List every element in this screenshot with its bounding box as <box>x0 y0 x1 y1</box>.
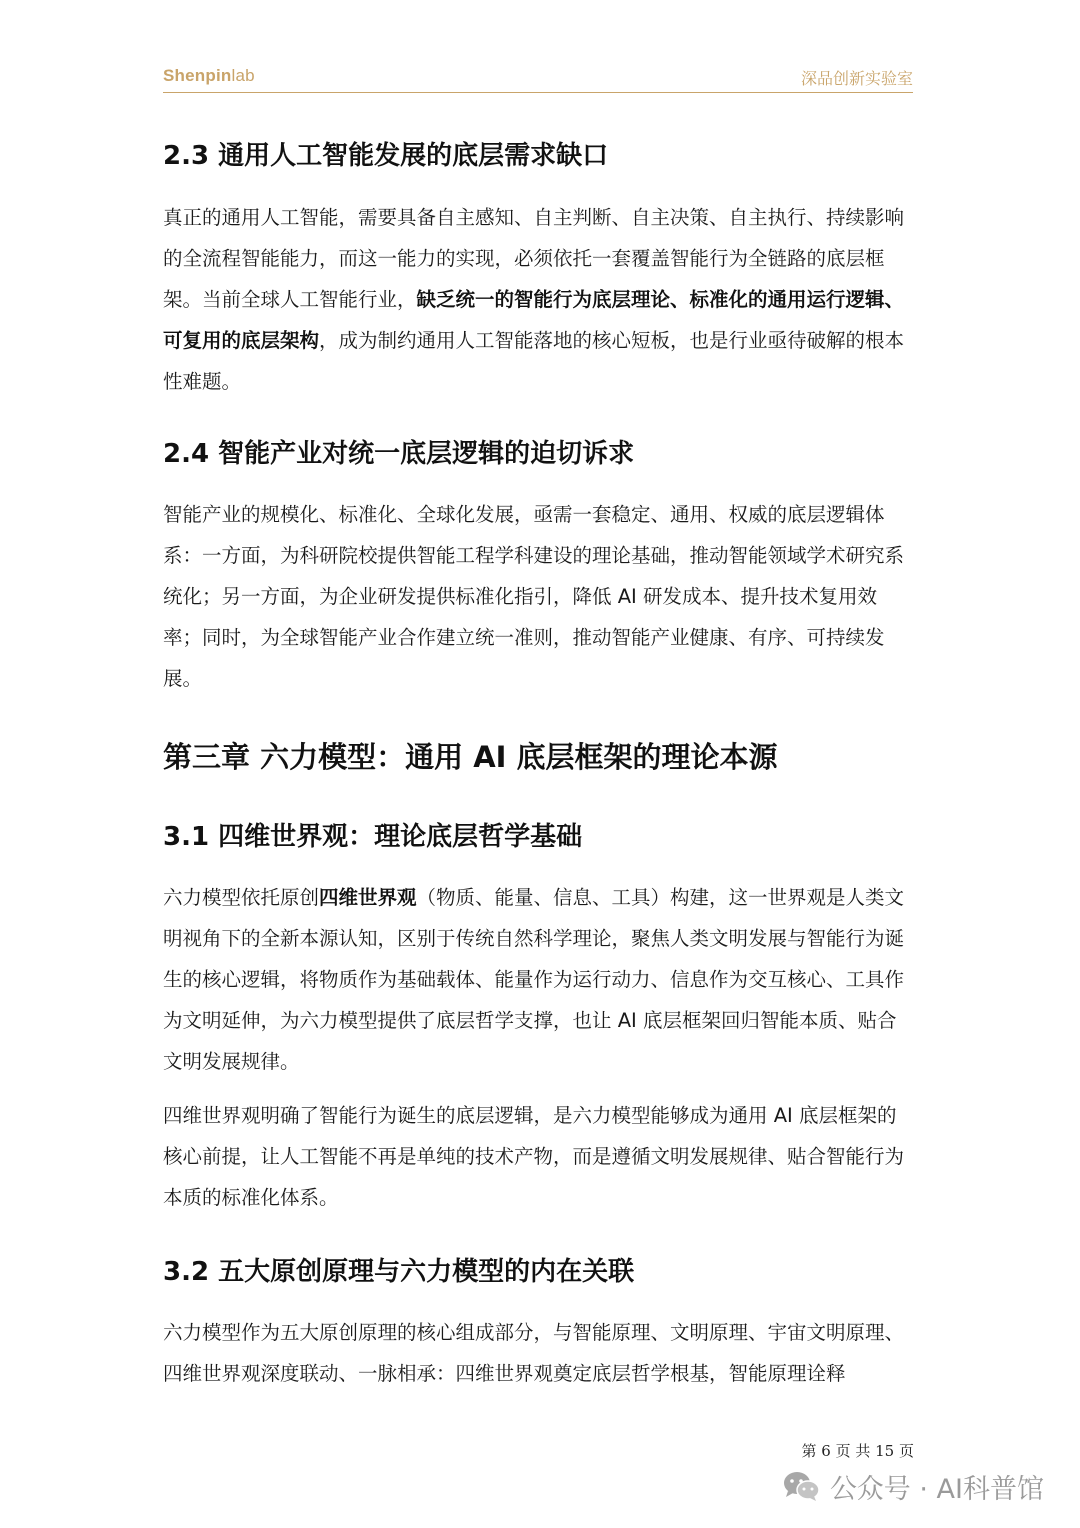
section-heading-3-1: 3.1 四维世界观：理论底层哲学基础 <box>163 822 583 852</box>
page-header <box>163 64 913 93</box>
wechat-icon <box>782 1470 820 1502</box>
paragraph-3-2: 六力模型作为五大原创原理的核心组成部分，与智能原理、文明原理、宇宙文明原理、四维世界观深度联动、一脉相承：四维世界观奠定底层哲学根基，智能原理诠释 <box>163 1321 905 1385</box>
watermark <box>782 1466 1044 1506</box>
paragraph-text: 六力模型依托原创 <box>163 886 320 909</box>
watermark-text: 公众号 · AI科普馆 <box>829 1473 1044 1505</box>
logo-suffix: lab <box>231 66 255 85</box>
paragraph-text: 真正的通用人工智能，需要具备自主感知、自主判断、自主决策、自主执行、持续影响的全流程智能能力，而这一能力的实现，必须依托一套覆盖智能行为全链路的底层框架。当前全球人工智能行业， <box>163 206 905 311</box>
paragraph-bold-text: 缺乏统一的智能行为底层理论、标准化的通用运行逻辑、可复用的底层架构 <box>163 288 905 352</box>
logo-main: Shenpin <box>163 66 232 85</box>
section-heading-2-4: 2.4 智能产业对统一底层逻辑的迫切诉求 <box>163 439 635 469</box>
paragraph-3-1-a <box>163 877 915 1082</box>
document-body <box>163 130 915 1394</box>
paragraph-text: （物质、能量、信息、工具）构建，这一世界观是人类文明视角下的全新本源认知，区别于传统自然科学理论，聚焦人类文明发展与智能行为诞生的核心逻辑，将物质作为基础载体、能量作为运行动力、信息作为交互核心、工具作为文明延伸，为六力模型提供了底层哲学支撑，也让 AI 底层框架回归智能本质、贴合文明发展规律。 <box>163 886 905 1073</box>
paragraph-2-4: 智能产业的规模化、标准化、全球化发展，亟需一套稳定、通用、权威的底层逻辑体系：一方面，为科研院校提供智能工程学科建设的理论基础，推动智能领域学术研究系统化；另一方面，为企业研发提供标准化指引，降低 AI 研发成本、提升技术复用效率；同时，为全球智能产业合作建立统一准则，推动智能产业健康、有序、可持续发展。 <box>163 503 905 690</box>
paragraph-2-3 <box>163 197 915 402</box>
section-heading-2-3: 2.3 通用人工智能发展的底层需求缺口 <box>163 141 609 171</box>
paragraph-text: ，成为制约通用人工智能落地的核心短板，也是行业亟待破解的根本性难题。 <box>163 329 905 393</box>
shenpin-logo <box>163 66 255 86</box>
chapter-heading-3: 第三章 六力模型：通用 AI 底层框架的理论本源 <box>163 740 778 774</box>
page-number: 第 6 页 共 15 页 <box>801 1442 914 1460</box>
paragraph-bold-text: 四维世界观 <box>319 886 417 909</box>
lab-name: 深品创新实验室 <box>800 69 913 88</box>
paragraph-3-1-b: 四维世界观明确了智能行为诞生的底层逻辑，是六力模型能够成为通用 AI 底层框架的核心前提，让人工智能不再是单纯的技术产物，而是遵循文明发展规律、贴合智能行为本质的标准化体系。 <box>163 1104 905 1209</box>
section-heading-3-2: 3.2 五大原创原理与六力模型的内在关联 <box>163 1257 635 1287</box>
